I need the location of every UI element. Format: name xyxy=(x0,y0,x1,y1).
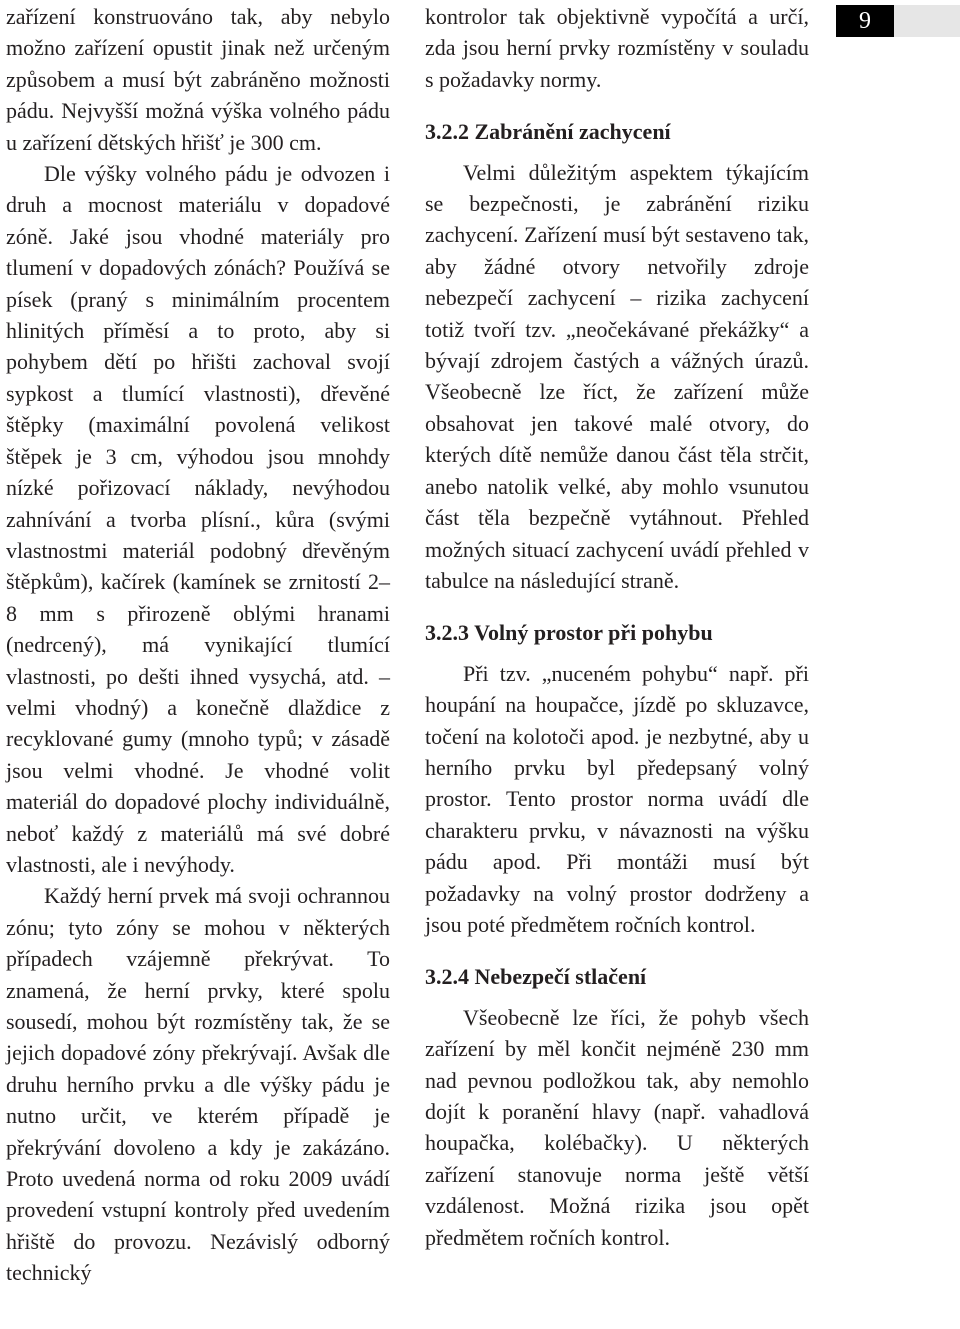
heading-crushing: 3.2.4 Nebezpečí stlačení xyxy=(425,964,647,990)
left-column xyxy=(6,0,390,1289)
paragraph-continued-inspector: kontrolor tak objektivně vypočítá a určí, zda jsou herní prvky rozmístěny v souladu s požadavky normy. xyxy=(425,4,809,92)
spacer xyxy=(425,596,809,617)
heading-entrapment: 3.2.2 Zabránění zachycení xyxy=(425,119,671,145)
spacer xyxy=(425,940,809,961)
paragraph-entrapment: Velmi důležitým aspektem týkajícím se bezpečnosti, je zabránění riziku zachycení. Zařízení musí být sestaveno tak, aby žádné otvory netvořily zdroje nebezpečí zachycení – rizika zachycení totiž tvoří tzv. „neočekávané překážky“ a bývají zdrojem častých a vážných úrazů. Všeobecně lze říct, že zařízení může obsahovat jen takové malé otvory, do kterých dítě nemůže danou část těla strčit, anebo natolik velké, aby mohlo vsunutou část těla bezpečně vytáhnout. Přehled možných situací zachycení uvádí přehled v tabulce na následující straně. xyxy=(425,159,809,593)
spacer xyxy=(425,148,809,157)
right-column xyxy=(425,0,809,1253)
heading-free-space: 3.2.3 Volný prostor při pohybu xyxy=(425,620,713,646)
paragraph-free-space: Při tzv. „nuceném pohybu“ např. při houpání na houpačce, jízdě po skluzavce, točení na kolotoči apod. je nezbytné, aby u herního prvku byl předepsaný volný prostor. Tento prostor norma uvádí dle charakteru prvku, v návaznosti na výšku pádu apod. Při montáži musí být požadavky na volný prostor dodrženy a jsou poté předmětem ročních kontrol. xyxy=(425,660,809,937)
paragraph-crushing: Všeobecně lze říci, že pohyb všech zařízení by měl končit nejméně 230 mm nad pevnou podložkou tak, aby nemohlo dojít k poranění hlavy (např. vahadlová houpačka, kolébačky). U některých zařízení stanovuje norma ještě větší vzdálenost. Možná rizika jsou opět předmětem ročních kontrol. xyxy=(425,1004,809,1250)
spacer xyxy=(425,95,809,116)
paragraph-protective-zones: Každý herní prvek má svoji ochrannou zónu; tyto zóny se mohou v některých případech vzájemně překrývat. To znamená, že herní prvky, které spolu sousedí, mohou být rozmístěny tak, že se jejich dopadové zóny překrývají. Avšak dle druhu herního prvku a dle výšky pádu je nutno určit, ve kterém případě je překrývání dovoleno a kdy je zakázáno. Proto uvedená norma od roku 2009 uvádí provedení vstupní kontroly před uvedením hřiště do provozu. Nezávislý odborný technický xyxy=(6,883,390,1286)
spacer xyxy=(425,993,809,1002)
page-number-badge: 9 xyxy=(836,5,894,37)
paragraph-continued-fall-height: zařízení konstruováno tak, aby nebylo možno zařízení opustit jinak než určeným způsobem a musí být zabráněno možnosti pádu. Nejvyšší možná výška volného pádu u zařízení dětských hřišť je 300 cm. xyxy=(6,4,390,155)
page-edge-band xyxy=(894,5,960,37)
spacer xyxy=(425,649,809,658)
paragraph-impact-materials: Dle výšky volného pádu je odvozen i druh a mocnost materiálu v dopadové zóně. Jaké jsou vhodné materiály pro tlumení v dopadových zónách? Používá se písek (praný s minimálním procentem hlinitých příměsí a to proto, aby si pohybem dětí po hřišti zachoval svojí sypkost a tlumící vlastnosti), dřevěné štěpky (maximální povolená velikost štěpek je 3 cm, výhodou jsou mnohdy nízké pořizovací náklady, nevýhodou zahnívání a tvorba plísní., kůra (svými vlastnostmi materiál podobný dřevěným štěpkům), kačírek (kamínek se zrnitostí 2–8 mm s přirozeně oblými hranami (nedrcený), má vynikající tlumící vlastnosti, po dešti ihned vysychá, atd. – velmi vhodný) a konečně dlaždice z recyklované gumy (mnoho typů; v zásadě jsou velmi vhodné. Je vhodné volit materiál do dopadové plochy individuálně, neboť každý z materiálů má své dobré vlastnosti, ale i nevýhody. xyxy=(6,161,390,877)
